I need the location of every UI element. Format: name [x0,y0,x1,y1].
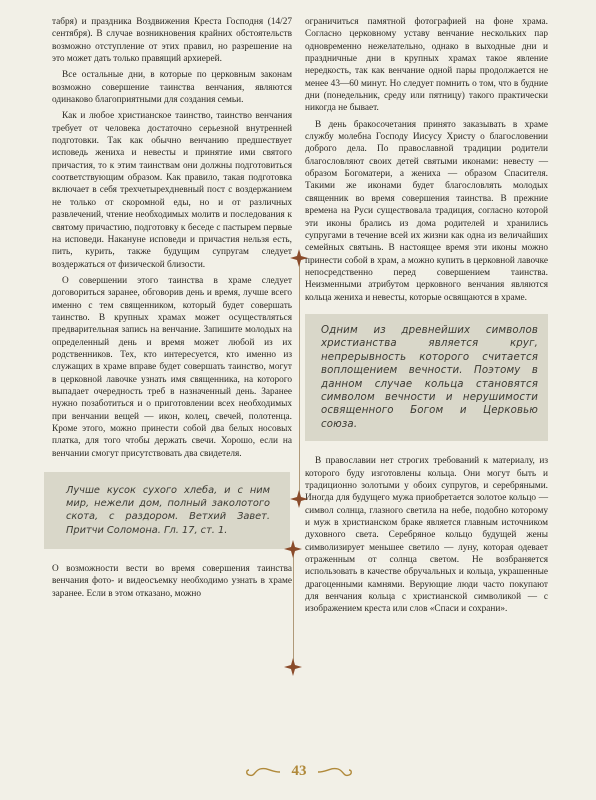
cross-ornament-icon [284,540,302,558]
paragraph: табря) и праздника Воздвижения Креста Господня (14/27 сентября). В случае возникновения крайних обстоятельств возможно отступление от этих правил, но разрешение на это может дать только правящий архиерей. [52,17,292,65]
right-column [305,16,548,620]
paragraph: О возможности вести во время совершения таинства венчания фото- и видеосъемку необходимо узнать в храме заранее. Если в этом отказано, можно [52,563,292,599]
flourish-right-icon [317,766,353,778]
paragraph: ограничиться памятной фотографией на фоне храма. Согласно церковному уставу венчание нескольких пар одновременно нежелательно, однако в выходные дни и праздничные дни в крупных храмах такое явление нередкость, так как венчание одной пары продолжается не менее 43—60 минут. Но следует помнить о том, что в будние дни (понедельник, среду или пятницу) такого практически никогда не бывает. [305,17,548,114]
left-column [52,16,292,604]
cross-ornament-icon [290,490,308,508]
quote-text: Лучше кусок сухого хлеба, и с ним мир, нежели дом, полный заколотого скота, с раздором. Ветхий Завет. Притчи Соломона. Гл. 17, ст. 1. [66,485,270,536]
paragraph: Как и любое христианское таинство, таинство венчания требует от человека достаточно серьезной внутренней подготовки. Так как обычно венчанию предшествует исповедь жениха и невесты и принятие ими святого причастия, то к этим таинствам они должны подготовиться соответствующим образом. Как правило, такая подготовка включает в себя трехчетырехдневный пост с воздержанием не только от скоромной еды, но и от различных развлечений, чтение необходимых молитв и последования к святому причастию, подготовку к беседе с пастырем первые на исповеди. Накануне исповеди и причастия нельзя есть, пить, курить, также будущим супругам следует воздержаться от физической близости. [52,111,292,270]
page-number-block [243,760,355,782]
paragraph: Все остальные дни, в которые по церковным законам возможно совершение таинства венчания, являются одинаково благоприятными для создания семьи. [52,70,292,106]
paragraph: О совершении этого таинства в храме следует договориться заранее, обговорив день и время, лучше всего именно с тем священником, который будет совершать таинство. В крупных храмах может осуществляться предварительная запись на венчание. Запишите молодых на определенный день и время может любой из их родственников. Тех, кто интересуется, кто именно из служащих в храме вправе будет совершать таинство, могут в церковной лавочке узнать имя священника, на которого выпадает очередность треб в назначенный день. Заранее нужно позаботиться и о приготовлении всех необходимых при венчании вещей — икон, колец, свечей, полотенца. Кроме этого, можно принести собой два белых носовых платка, для того чтобы держать свечи. Хорошо, если на венчании смогут присутствовать два свидетеля. [52,275,292,459]
ornament-line [299,258,300,504]
page-number: 43 [291,763,307,779]
paragraph: В православии нет строгих требований к материалу, из которого буду изготовлены кольца. Они могут быть и традиционно золотыми у обоих супругов, и серебряными. Иногда для будущего мужа приобретается золотое кольцо — символ солнца, глазного светила на небе, подобно которому и муж в христианском браке является главным источником духовного света. Серебряное кольцо будущей жены символизирует меньшее светило — луну, которая одевает отраженным от солнца светом. Не возбраняется использовать в качестве обручальных и кольца, украшенные драгоценными камнями. Верующие люди часто покупают для венчания кольца с христианской символикой — с изображением креста или слов «Спаси и сохрани». [305,456,548,615]
ornament-line [293,550,294,670]
quote-box-left [44,472,290,549]
flourish-left-icon [245,766,281,778]
quote-text: Одним из древнейших символов христианства является круг, непрерывность которого считается воплощением вечности. Поэтому в данном случае кольца становятся символом вечности и нерушимости освященного Богом и Церковью союза. [321,324,538,430]
cross-ornament-icon [290,249,308,267]
cross-ornament-icon [284,658,302,676]
quote-box-right [305,314,548,441]
paragraph: В день бракосочетания принято заказывать в храме службу молебна Господу Иисусу Христу о благословении доброго дела. По православной традиции родители благословляют своих детей святыми иконами: невесту — образом Богоматери, а жениха — образом Спасителя. Такими же иконами будет благословлять молодых священник во время совершения таинства. В прежние времена на Руси существовала традиция, согласно которой эти иконы брались из дома родителей и хранились супругами в течение всей их жизни как одна из величайших семейных святынь. В настоящее время эти иконы можно принести собой в храм, а можно купить в церковной лавочке непосредственно перед совершением таинства. Неизменными атрибутом церковного венчания являются кольца жениха и невесты, которые освящаются в храме. [305,119,548,303]
